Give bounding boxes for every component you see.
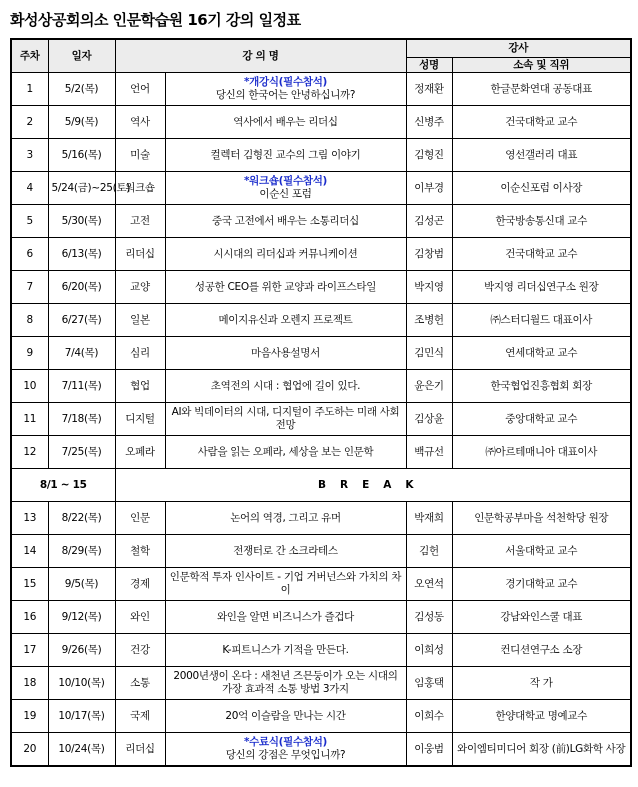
date-cell: 10/24(목)	[48, 733, 115, 767]
lecture-title: 2000년생이 온다 : 새천년 즈믄둥이가 오는 시대의 가장 효과적 소통 방법 3가지	[173, 670, 398, 695]
week-cell: 16	[11, 601, 48, 634]
affiliation-cell: 중앙대학교 교수	[452, 403, 631, 436]
lecture-title: 와인을 알면 비즈니스가 즐겁다	[216, 610, 355, 623]
name-cell: 이웅범	[406, 733, 452, 767]
date-cell: 10/10(목)	[48, 667, 115, 700]
date-cell: 10/17(목)	[48, 700, 115, 733]
name-cell: 김헌	[406, 535, 452, 568]
category-cell: 언어	[115, 73, 165, 106]
affiliation-cell: 한국방송통신대 교수	[452, 205, 631, 238]
week-cell: 15	[11, 568, 48, 601]
header-affiliation: 소속 및 직위	[452, 58, 631, 73]
header-instructor: 강사	[406, 39, 631, 58]
lecture-cell	[165, 337, 406, 370]
table-row	[11, 172, 631, 205]
lecture-title: 메이지유신과 오렌지 프로젝트	[218, 313, 353, 326]
week-cell: 5	[11, 205, 48, 238]
table-row	[11, 238, 631, 271]
lecture-title: 역사에서 배우는 리더십	[233, 115, 338, 128]
lecture-cell	[165, 73, 406, 106]
lecture-cell	[165, 601, 406, 634]
date-cell: 9/5(목)	[48, 568, 115, 601]
table-row	[11, 205, 631, 238]
affiliation-cell: 서울대학교 교수	[452, 535, 631, 568]
category-cell: 건강	[115, 634, 165, 667]
date-cell: 5/30(목)	[48, 205, 115, 238]
category-cell: 오페라	[115, 436, 165, 469]
category-cell: 일본	[115, 304, 165, 337]
week-cell: 1	[11, 73, 48, 106]
category-cell: 철학	[115, 535, 165, 568]
lecture-title: 20억 이슬람을 만나는 시간	[225, 709, 346, 722]
table-row	[11, 370, 631, 403]
header-lecture: 강 의 명	[115, 39, 406, 73]
week-cell: 9	[11, 337, 48, 370]
table-row	[11, 73, 631, 106]
table-row	[11, 634, 631, 667]
lecture-cell	[165, 502, 406, 535]
lecture-cell	[165, 535, 406, 568]
week-cell: 10	[11, 370, 48, 403]
affiliation-cell: 한글문화연대 공동대표	[452, 73, 631, 106]
schedule-body-first	[11, 73, 631, 469]
table-row	[11, 337, 631, 370]
table-row	[11, 667, 631, 700]
lecture-title: 성공한 CEO를 위한 교양과 라이프스타일	[194, 280, 377, 293]
week-cell: 11	[11, 403, 48, 436]
affiliation-cell: ㈜아르테매니아 대표이사	[452, 436, 631, 469]
week-cell: 14	[11, 535, 48, 568]
affiliation-cell: 박지영 리더십연구소 원장	[452, 271, 631, 304]
table-row	[11, 139, 631, 172]
week-cell: 17	[11, 634, 48, 667]
lecture-cell	[165, 304, 406, 337]
lecture-cell	[165, 568, 406, 601]
header-week: 주차	[11, 39, 48, 73]
name-cell: 김상윤	[406, 403, 452, 436]
lecture-title: 당신의 한국어는 안녕하십니까?	[215, 89, 356, 101]
name-cell: 박지영	[406, 271, 452, 304]
affiliation-cell: 작 가	[452, 667, 631, 700]
table-row	[11, 502, 631, 535]
affiliation-cell: 한양대학교 명예교수	[452, 700, 631, 733]
week-cell: 2	[11, 106, 48, 139]
break-label: BREAK	[317, 478, 428, 491]
affiliation-cell: 건국대학교 교수	[452, 238, 631, 271]
header-name: 성명	[406, 58, 452, 73]
table-row	[11, 436, 631, 469]
lecture-title: 전쟁터로 간 소크라테스	[233, 544, 338, 557]
affiliation-cell: 이순신포럼 이사장	[452, 172, 631, 205]
lecture-title: 시시대의 리더십과 커뮤니케이션	[213, 247, 358, 260]
category-cell: 리더십	[115, 733, 165, 767]
week-cell: 13	[11, 502, 48, 535]
week-cell: 12	[11, 436, 48, 469]
category-cell: 심리	[115, 337, 165, 370]
name-cell: 김형진	[406, 139, 452, 172]
table-row	[11, 403, 631, 436]
lecture-title: 인문학적 투자 인사이트 - 기업 거버넌스와 가치의 차이	[169, 571, 402, 596]
date-cell: 5/2(목)	[48, 73, 115, 106]
lecture-title: 이순신 포럼	[259, 188, 312, 200]
lecture-cell	[165, 370, 406, 403]
date-cell: 8/29(목)	[48, 535, 115, 568]
lecture-marker: *워크숍(필수참석)	[243, 175, 328, 187]
week-cell: 8	[11, 304, 48, 337]
week-cell: 20	[11, 733, 48, 767]
table-row	[11, 535, 631, 568]
category-cell: 협업	[115, 370, 165, 403]
date-cell: 5/24(금)~25(토)	[48, 172, 115, 205]
affiliation-cell: 연세대학교 교수	[452, 337, 631, 370]
lecture-cell	[165, 139, 406, 172]
date-cell: 9/26(목)	[48, 634, 115, 667]
lecture-cell	[165, 271, 406, 304]
affiliation-cell: 영선갤러리 대표	[452, 139, 631, 172]
affiliation-cell: 한국협업진흥협회 회장	[452, 370, 631, 403]
lecture-cell	[165, 733, 406, 767]
date-cell: 6/27(목)	[48, 304, 115, 337]
table-row	[11, 733, 631, 767]
lecture-title: K-피트니스가 기적을 만든다.	[222, 643, 349, 656]
category-cell: 교양	[115, 271, 165, 304]
name-cell: 오연석	[406, 568, 452, 601]
date-cell: 5/9(목)	[48, 106, 115, 139]
lecture-cell	[165, 403, 406, 436]
category-cell: 워크숍	[115, 172, 165, 205]
break-section	[11, 469, 631, 502]
category-cell: 국제	[115, 700, 165, 733]
lecture-title: 컬렉터 김형진 교수의 그림 이야기	[210, 148, 361, 161]
lecture-cell	[165, 172, 406, 205]
break-label-cell	[115, 469, 631, 502]
category-cell: 디지털	[115, 403, 165, 436]
week-cell: 19	[11, 700, 48, 733]
name-cell: 김민식	[406, 337, 452, 370]
affiliation-cell: 컨디션연구소 소장	[452, 634, 631, 667]
name-cell: 박재희	[406, 502, 452, 535]
lecture-cell	[165, 634, 406, 667]
affiliation-cell: 건국대학교 교수	[452, 106, 631, 139]
table-row	[11, 304, 631, 337]
name-cell: 백규선	[406, 436, 452, 469]
name-cell: 조병헌	[406, 304, 452, 337]
affiliation-cell: 강남와인스쿨 대표	[452, 601, 631, 634]
category-cell: 경제	[115, 568, 165, 601]
name-cell: 김성동	[406, 601, 452, 634]
schedule-table	[10, 38, 632, 767]
table-row	[11, 271, 631, 304]
week-cell: 3	[11, 139, 48, 172]
date-cell: 6/13(목)	[48, 238, 115, 271]
table-row	[11, 106, 631, 139]
category-cell: 리더십	[115, 238, 165, 271]
category-cell: 소통	[115, 667, 165, 700]
lecture-title: 초역전의 시대 : 협업에 길이 있다.	[210, 379, 361, 392]
name-cell: 정재환	[406, 73, 452, 106]
lecture-title: 당신의 강점은 무엇입니까?	[225, 749, 346, 761]
lecture-cell	[165, 106, 406, 139]
lecture-cell	[165, 700, 406, 733]
lecture-cell	[165, 667, 406, 700]
lecture-title: 논어의 역경, 그리고 유머	[230, 511, 341, 524]
category-cell: 역사	[115, 106, 165, 139]
lecture-title: 마음사용설명서	[251, 346, 320, 359]
page-title: 화성상공회의소 인문학습원 16기 강의 일정표	[10, 11, 301, 29]
date-cell: 8/22(목)	[48, 502, 115, 535]
lecture-cell	[165, 205, 406, 238]
date-cell: 7/4(목)	[48, 337, 115, 370]
date-cell: 6/20(목)	[48, 271, 115, 304]
affiliation-cell: 경기대학교 교수	[452, 568, 631, 601]
lecture-cell	[165, 238, 406, 271]
name-cell: 이희수	[406, 700, 452, 733]
name-cell: 신병주	[406, 106, 452, 139]
lecture-marker: *수료식(필수참석)	[243, 736, 328, 748]
lecture-marker: *개강식(필수참석)	[243, 76, 328, 88]
week-cell: 4	[11, 172, 48, 205]
date-cell: 9/12(목)	[48, 601, 115, 634]
lecture-title: AI와 빅데이터의 시대, 디지털이 주도하는 미래 사회 전망	[171, 406, 400, 431]
date-cell: 7/11(목)	[48, 370, 115, 403]
header-date: 일자	[48, 39, 115, 73]
name-cell: 임홍택	[406, 667, 452, 700]
table-row	[11, 601, 631, 634]
lecture-title: 중국 고전에서 배우는 소통리더십	[212, 214, 359, 227]
week-cell: 6	[11, 238, 48, 271]
category-cell: 고전	[115, 205, 165, 238]
schedule-body-second	[11, 502, 631, 767]
name-cell: 이희성	[406, 634, 452, 667]
break-dates: 8/1 ~ 15	[11, 469, 115, 502]
lecture-title: 사람을 읽는 오페라, 세상을 보는 인문학	[197, 445, 374, 458]
date-cell: 5/16(목)	[48, 139, 115, 172]
name-cell: 김창범	[406, 238, 452, 271]
table-row	[11, 700, 631, 733]
lecture-cell	[165, 436, 406, 469]
week-cell: 7	[11, 271, 48, 304]
name-cell: 김성곤	[406, 205, 452, 238]
category-cell: 미술	[115, 139, 165, 172]
name-cell: 이부경	[406, 172, 452, 205]
date-cell: 7/25(목)	[48, 436, 115, 469]
affiliation-cell: 인문학공부마을 석천학당 원장	[452, 502, 631, 535]
category-cell: 와인	[115, 601, 165, 634]
category-cell: 인문	[115, 502, 165, 535]
break-row	[11, 469, 631, 502]
affiliation-cell: 와이엠티미디어 회장 (前)LG화학 사장	[452, 733, 631, 767]
affiliation-cell: ㈜스터디월드 대표이사	[452, 304, 631, 337]
week-cell: 18	[11, 667, 48, 700]
table-row	[11, 568, 631, 601]
name-cell: 윤은기	[406, 370, 452, 403]
date-cell: 7/18(목)	[48, 403, 115, 436]
